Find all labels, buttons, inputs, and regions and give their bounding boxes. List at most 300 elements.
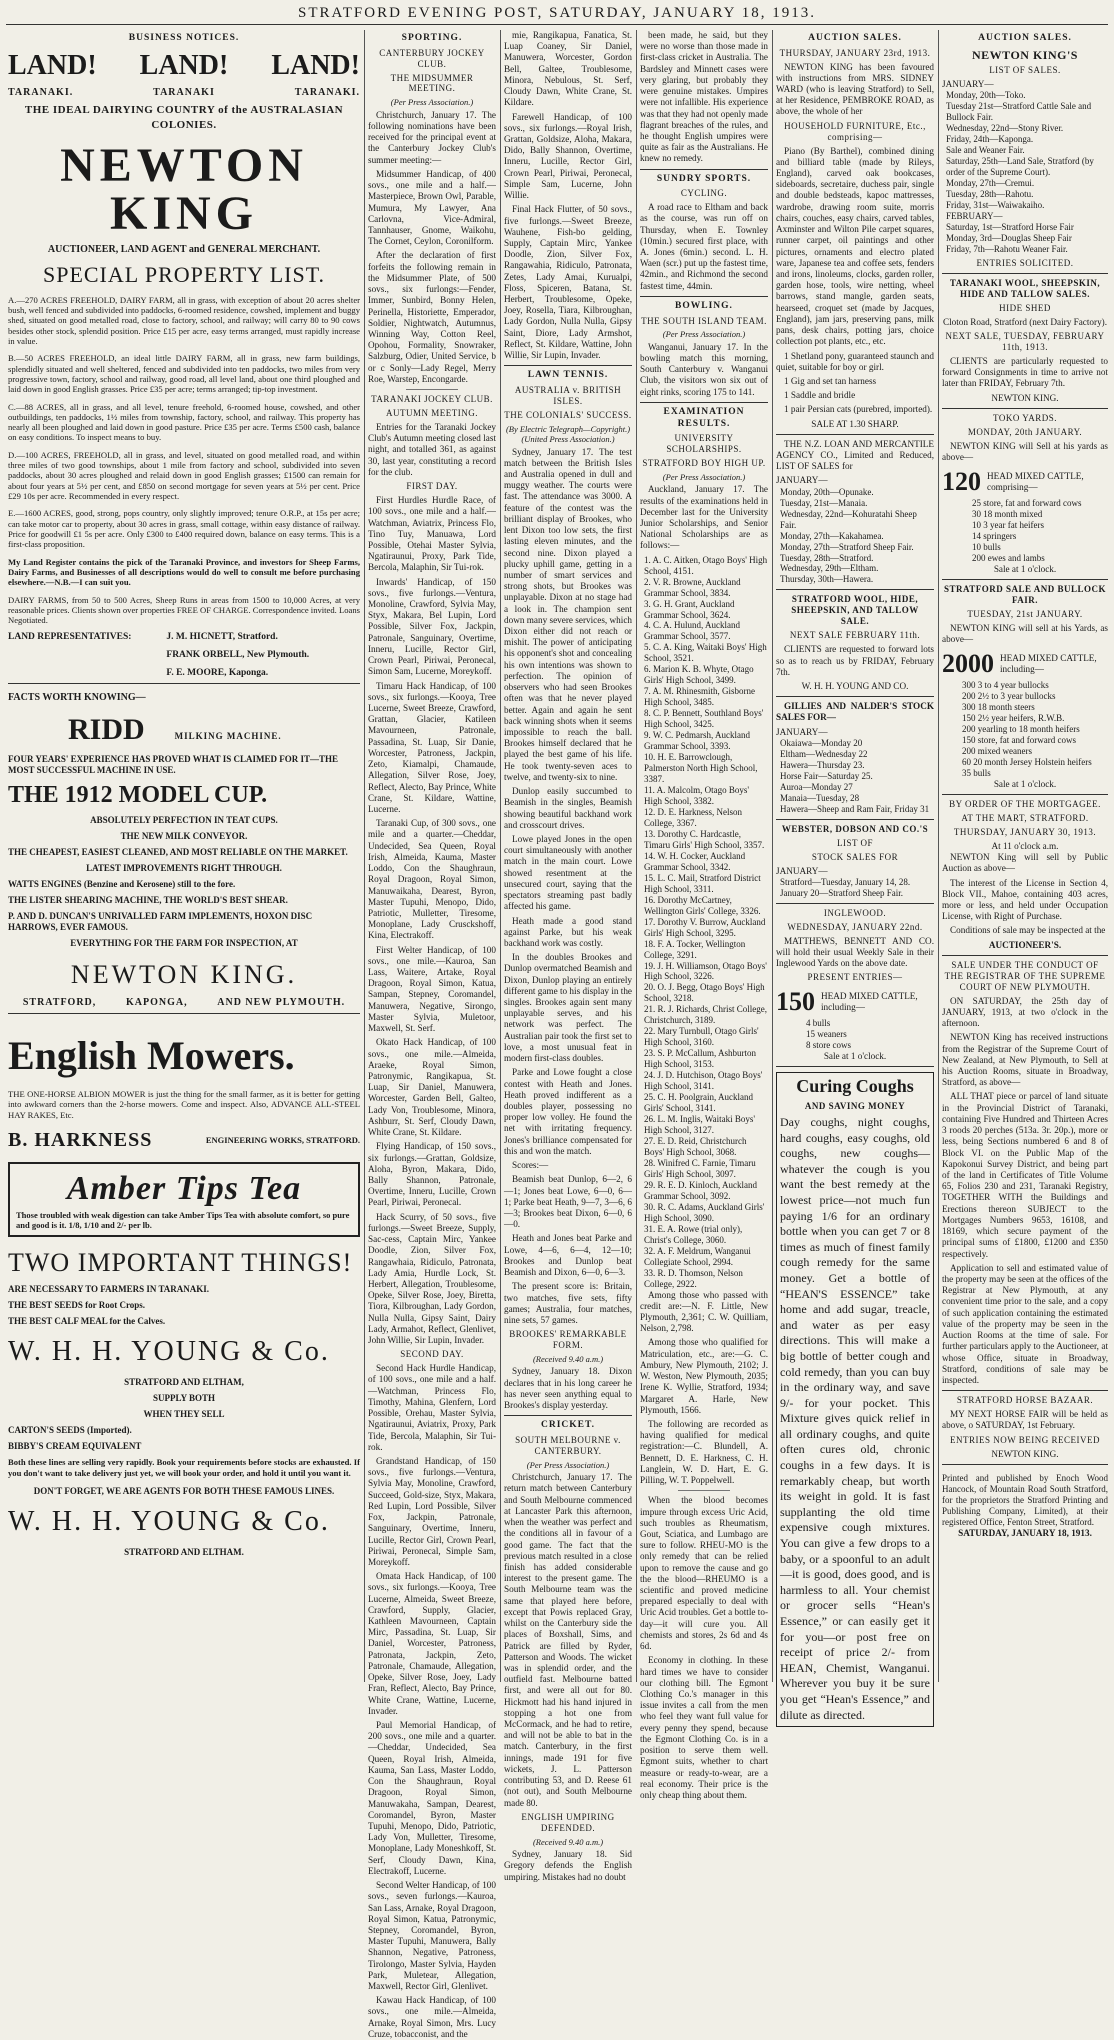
- signature: W. H. H. YOUNG AND CO.: [801, 680, 909, 691]
- article-text: The present score is: Britain, two matches, five sets, fifty games; Australia, four matches, nine sets, 57 games.: [504, 1281, 632, 1325]
- sale-text: MATTHEWS, BENNETT AND CO. will hold their usual Weekly Sale in their Inglewood Yards on the above date.: [776, 935, 934, 969]
- section-heading: SUNDRY SPORTS.: [656, 173, 752, 184]
- cough-text: Day coughs, night coughs, hard coughs, easy coughs, old coughs, new coughs—whatever the cough is you want the best remedy at the lowest price—not much fun paying 1/6 for an ordinary bottle when you can get 7 or 8 times as much of finest family cough remedy for the same money. Get a bottle of “HEAN'S ESSENCE” take home and add sugar, treacle, and water as per easy directions. This will make a big bottle of better cough and cold remedy, than you can buy in the ordinary way, and save 9/- for your pocket. This Mixture gives quick relief in all ordinary coughs, and quite often cures old, chronic coughs in a few days. It is remarkably cheap, but worth its weight in gold. It is fast supplanting the old time expensive cough mixtures. You can give a few drops to a baby, or a spoonful to an adult—it is good, does good, and is harmless to all. Your chemist or grocer sells “Hean's Essence,” or can easily get it for you—or post free on receipt of price 2/- from HEAN, Chemist, Wanganui. Wherever you buy it be sure you get “Hean's Essence,” and dilute as directed.: [780, 1115, 930, 1722]
- sale-heading: TARANAKI WOOL, SHEEPSKIN, HIDE AND TALLOW SALES.: [949, 277, 1101, 299]
- article-text: Among those who qualified for Matriculation, etc., are:—G. C. Ambury, New Plymouth, 2102; J. W. Weston, New Plymouth, 2035; Irene K. Wyllie, Stratford, 1934; Margaret A. Harle, New Plymouth, 1566.: [640, 1337, 768, 1415]
- section-heading: EXAMINATION RESULTS.: [663, 406, 745, 429]
- auctioneer-line: AUCTIONEER, LAND AGENT and GENERAL MERCHANT.: [47, 243, 321, 255]
- cough-subtitle: AND SAVING MONEY: [804, 1101, 906, 1112]
- article-text: Sydney, January 18. Dixon declares that in his long career he has never seen anything equal to Brookes's display yesterday.: [504, 1366, 632, 1411]
- gillies-heading: GILLIES AND NALDER'S STOCK SALES FOR—: [776, 701, 934, 723]
- list-item: Monday, 3rd—Douglas Sheep Fair: [946, 232, 1072, 243]
- list-item: 1. A. C. Aitken, Otago Boys' High School, 4151.: [644, 554, 768, 576]
- sale-text: 1 Gig and set tan harness: [784, 375, 877, 386]
- section-heading: AUCTION SALES.: [978, 33, 1072, 43]
- sale-text: Piano (By Barthel), combined dining and billiard table (made by Rileys, England), carved oak bookcases, sideboards, secretaire, duchess pair, single and double bedsteads, kapoc mattresses, wardrobe, drawing room suite, morris chairs, couches, easy chairs, carved tables, Axminster and Wilton Pile carpet squares, runner carpet, oil paintings and other pictures, ornaments and electro plated ware, Japanese tea and coffee sets, fenders and irons, linoleums, clocks, garden roller, garden hose, tools, wire netting, wheel barrows, stand mangle, garden seats, hearseed, croquet set (made by Jacques, England), jam jars, preserving pans, milk pans, desk chairs, potting jars, choice collection pot plants, etc., etc.: [776, 145, 934, 347]
- list-item: Thursday, 30th—Hawera.: [780, 574, 874, 585]
- rep-name: FRANK ORBELL, New Plymouth.: [166, 650, 310, 661]
- sale-heading: SALE UNDER THE CONDUCT OF THE REGISTRAR OF THE SUPREME COURT OF NEW PLYMOUTH.: [944, 959, 1106, 992]
- list-item: 28. Winifred C. Farnie, Timaru Girls' High School, 3097.: [644, 1157, 756, 1179]
- list-item: 4. C. A. Hulund, Auckland Grammar School, 3577.: [644, 620, 740, 642]
- press-credit: (By Electric Telegraph—Copyright.) (United Press Association.): [505, 423, 631, 445]
- list-item: 13. Dorothy C. Hardcastle, Timaru Girls' High School, 3357.: [644, 828, 765, 850]
- divider: [776, 696, 934, 697]
- article-text: mie, Rangikapua, Fanatica, St. Luap Coaney, Sir Daniel, Manuwera, Worcester, Gordon Bell, Galtee, Troublesome, Minora, Nebulous, St. Serf, Cloudy Dawn, White Crane, St. Kildare.: [504, 30, 632, 108]
- sale-text: The interest of the License in Section 4, Block VII., Mahoe, containing 403 acres, more or less, and held under Occupation License, with Right of Purchase.: [942, 877, 1108, 922]
- special-property-list: SPECIAL PROPERTY LIST.: [42, 261, 326, 287]
- article-text: Scores:—: [512, 1160, 549, 1171]
- nk-sales-list: [942, 90, 1108, 255]
- sale-text: 1 Shetland pony, guaranteed staunch and quiet, suitable for boy or girl.: [776, 350, 934, 372]
- article-heading: AUSTRALIA v. BRITISH ISLES.: [514, 384, 622, 406]
- column-rule: [938, 30, 939, 1682]
- article-text: Entries for the Taranaki Jockey Club's Autumn meeting closed last night, and totalled 361, as against 30, last year, constituting a record for the club.: [368, 422, 496, 477]
- mowers-text: THE ONE-HORSE ALBION MOWER is just the thing for the small farmer, as it is better for getting into awkward corners than the 2-horse mowers. Come and inspect. Also, ADVANCE ALL-STEEL HAY RAKES, Etc.: [8, 1088, 360, 1120]
- month-label: JANUARY—: [942, 79, 994, 90]
- auction-sales-column-2: [942, 30, 1108, 1682]
- article-text: Paul Memorial Handicap, of 200 sovs., one mile and a quarter.—Cheddar, Undecided, Sea Queen, Royal Irish, Almeida, Kauma, San Lass, Master Loddo, Con the Shaughraun, Royal Dragoon, Royal Simon, Manuwakaha, Sampan, Dearest, Coromandel, Byron, Master Tupuhi, Menopo, Dido, Patriotic, Lady Von, Mulletter, Tiresome, Monoplane, Lady Moneshkoff, St. Serf, Cloudy Dawn, Kina, Electrakoff, Lucerne.: [368, 1720, 496, 1876]
- received-line: (Received 9.40 a.m.): [532, 1836, 604, 1847]
- column-rule: [772, 30, 773, 1682]
- young-co-2: W. H. H. YOUNG & Co.: [8, 1506, 330, 1538]
- article-text: Final Hack Flutter, of 50 sovs., five furlongs.—Sweet Breeze, Wauhene, Fish-bo gelding, Supply, Captain Mirc, Yankee Doodle, Zion, Silver Fox, Rangawahia, Ridiculo, Patronata, Zetes, Lady Amai, Kurualpi, Floss, Spiceren, Batana, St. Herbert, Troublesome, Opeke, Joey, Rosella, Tiara, Kilbroughan, Lady Gordon, Nulla Nulla, Gipsy Saint, Diore, Lady Armshot, Reflect, St. Kildare, Wattine, John Willie, Sir Lupin, Invader.: [504, 204, 632, 361]
- list-item: 11. A. Malcolm, Otago Boys' High School, 3382.: [644, 785, 750, 806]
- list-item: 30 18 month mixed: [972, 508, 1043, 519]
- list-item: 21. R. J. Richards, Christ College, Christchurch, 3189.: [644, 1004, 767, 1026]
- cattle-list: [776, 1018, 934, 1051]
- article-subheading: THE MIDSUMMER MEETING.: [390, 72, 474, 94]
- section-heading: CRICKET.: [540, 1420, 595, 1431]
- nz-sales-list: [776, 487, 934, 586]
- reps-label: LAND REPRESENTATIVES:: [8, 632, 132, 643]
- sale-heading: WEBSTER, DOBSON AND CO.'S: [781, 823, 929, 834]
- sale-date: WEDNESDAY, JANUARY 22nd.: [787, 921, 923, 932]
- divider: [942, 579, 1108, 580]
- divider: [504, 1415, 632, 1416]
- received-line: (Received 9.40 a.m.): [532, 1354, 604, 1365]
- sale-text: NEWTON King has received instructions from the Registrar of the Supreme Court of New Zealand, at New Plymouth, to Sell at his Auction Rooms, situate in Broadway, Stratford, as above—: [942, 1032, 1108, 1088]
- article-text: In the doubles Brookes and Dunlop overmatched Beamish and Dixon, Dunlop playing an entirely different game to his display in the singles. Brookes again sent many unplayable serves, and his network was perfect. The Australian pair took the first set to love, a most unusual feat in modern first-class doubles.: [504, 952, 632, 1064]
- sale-text: Conditions of sale may be inspected at the: [950, 925, 1106, 936]
- article-text: Beamish beat Dunlop, 6—2, 6—1; Jones beat Lowe, 6—0, 6—1; Parke beat Heath, 9—7, 3—6, 6—3; Brookes beat Dixon, 6—0, 6—0.: [504, 1174, 632, 1230]
- article-text: First Welter Handicap, of 100 sovs., one mile.—Kauroa, San Lass, Waitere, Artake, Royal Dragoon, Royal Simon, Katua, Sampan, Stepney, Coromandel, Manuwera, Negative, Sirongo, Master Sylvia, Muletoor, Maxwell, St. Serf.: [368, 944, 496, 1034]
- entries-line: ENTRIES SOLICITED.: [976, 257, 1074, 268]
- taranaki-word: TARANAKI: [153, 86, 215, 98]
- press-credit: (Per Press Association.): [662, 471, 746, 482]
- newton-king-name: NEWTON KING.: [70, 959, 298, 989]
- rep-name: F. E. MOORE, Kaponga.: [166, 667, 269, 678]
- column-rule: [500, 30, 501, 1682]
- press-credit: (Per Press Association.): [662, 329, 746, 340]
- article-text: Inwards' Handicap, of 150 sovs., five furlongs.—Ventura, Monoline, Crawford, Sylvia May, Styx, Makara, Bel Lupin, Lord Possible, Silver Fox, Jackpin, Patronale, Sanguinary, Overtime, Inneru, Lucille, Rector Girl, Crown Pearl, Piriwai, Peronecal, Simon Sam, Lucerne, Moreykoff.: [368, 576, 496, 677]
- list-item: 200 yearling to 18 month heifers: [962, 723, 1080, 734]
- entries-line: ENTRIES NOW BEING RECEIVED: [949, 1434, 1101, 1445]
- list-item: 30. R. C. Adams, Auckland Girls' High School, 3090.: [644, 1201, 765, 1223]
- list-item: 10. H. E. Barrowclough, Palmerston North High School, 3387.: [644, 752, 758, 785]
- sale-heading: NEWTON KING'S: [972, 47, 1078, 62]
- list-item: 32. A. F. Meldrum, Wanganui Collegiate School, 2994.: [644, 1245, 751, 1267]
- land-headline: [8, 49, 360, 83]
- article-text: Heath and Jones beat Parke and Lowe, 4—6, 6—4, 12—10; Brookes and Dunlop beat Beamish and Dixon, 6—0, 6—3.: [504, 1233, 632, 1278]
- watts-line: WATTS ENGINES (Benzine and Kerosene) still to the fore.: [8, 879, 236, 890]
- list-item: 14 springers: [972, 530, 1017, 541]
- list-item: 8. C. P. Bennett, Southland Boys' High School, 3425.: [644, 708, 764, 730]
- list-item: Stratford—Tuesday, January 14, 28.: [780, 876, 911, 887]
- young-sub: STRATFORD AND ELTHAM,: [124, 1377, 244, 1388]
- article-text: Taranaki Cup, of 300 sovs., one mile and a quarter.—Cheddar, Undecided, Sea Queen, Royal Irish, Almeida, Kauma, Master Loddo, Con the Shaughraun, Royal Dragoon, Royal Simon, Manuwaikaha, Dearest, Byron, Master Tupuhi, Menopo, Dido, Patriotic, Mulletter, Tiresome, Monoplane, Lady Crusckshoff, Kina, Electrakoff.: [368, 818, 496, 941]
- sale-text: NEWTON KING will Sell at his yards as above—: [942, 440, 1108, 462]
- list-item: 24. J. D. Hutchison, Otago Boys' High School, 3141.: [644, 1070, 763, 1092]
- press-credit: (Per Press Association.): [526, 1459, 610, 1470]
- article-heading: BROOKES' REMARKABLE FORM.: [509, 1329, 627, 1351]
- sale-date: THURSDAY, JANUARY 30, 1913.: [953, 826, 1097, 837]
- divider: [776, 589, 934, 590]
- two-sub: ARE NECESSARY TO FARMERS IN TARANAKI.: [8, 1284, 210, 1295]
- article-text: Heath made a good stand against Parke, but his weak backhand work was costly.: [504, 915, 632, 948]
- ridd-sub: MILKING MACHINE.: [174, 731, 282, 742]
- divider: [406, 389, 457, 390]
- article-text: Christchurch, January 17. The return match between Canterbury and South Melbourne commenced at Lancaster Park this afternoon, when the weather was perfect and the conditions all in favour of a good game. The fact that the previous match resulted in a close finish has added considerable interest to the present game. The South Melbourne team was the same that played here before, except that Powis replaced Gray, whilst on the Canterbury side the places of Boxshall, Sims, and Patrick are filled by Ryder, Patterson and Woods. The wicket was in splendid order, and the outfield fast. Melbourne batted first, and were all out for 80. Hickmott had his hand injured in stopping a hot one from McCormack, and he had to retire, and will not be able to bat in the match. Canterbury, in the first innings, made 191 for five wickets, J. L. Patterson contributing 53, and D. Reese 61 (not out), and South Melbourne made 80.: [504, 1472, 632, 1808]
- model-cup: THE 1912 MODEL CUP.: [8, 781, 268, 808]
- article-text: Auckland, January 17. The results of the examinations held in December last for the University Junior Scholarships, and Senior National Scholarships are as follows:—: [640, 484, 768, 551]
- list-item: 15. L. C. Mail, Stratford District High School, 3311.: [644, 872, 761, 894]
- ridd-word: RIDD: [68, 713, 145, 747]
- rheumo-ad: When the blood becomes impure through excess Uric Acid, such troubles as Rheumatism, Gout, Sciatica, and Lumbago are sure to follow. RHEU-MO is the only remedy that can be relied upon to remove the cause and go the the blood—RHEUMO is a scientific and proved medicine prepared especially to deal with Uric Acid troubles. Get a bottle to-day—it will cure you. All chemists and stores, 2s 6d and 4s 6d.: [640, 1495, 768, 1652]
- list-item: 150 2½ year heifers, R.W.B.: [962, 712, 1065, 723]
- harkness-line: [8, 1128, 360, 1152]
- ideal-dairying: THE IDEAL DAIRYING COUNTRY of the AUSTRALASIAN COLONIES.: [24, 103, 344, 132]
- article-text: Wanganui, January 17. In the bowling match this morning, South Canterbury v. Wanganui Club, the visitors won six out of eight rinks, scoring 175 to 141.: [640, 341, 768, 397]
- sale-date: TUESDAY, 21st JANUARY.: [967, 608, 1083, 619]
- month-label: JANUARY—: [776, 726, 828, 737]
- list-item: 200 2½ to 3 year bullocks: [962, 690, 1056, 701]
- list-item: 20. O. J. Begg, Otago Boys' High School, 3218.: [644, 982, 765, 1004]
- young-sub-2: STRATFORD AND ELTHAM.: [124, 1547, 244, 1558]
- sale-heading: BY ORDER OF THE MORTGAGEE.: [949, 798, 1101, 809]
- rep-name: J. M. HICNETT, Stratford.: [166, 632, 278, 643]
- clothing-ad: Economy in clothing. In these hard times we have to consider our clothing bill. The Egmont Clothing Co.'s manager in this issue invites a call from the men who feel they want full value for every penny they spend, because the Egmont Clothing Co. is in a position to serve them well. Egmont suits, whether to chart measure or ready-to-wear, are a real economy. Their price is the only cheap thing about them.: [640, 1655, 768, 1800]
- sporting-column: [368, 30, 496, 2039]
- sale-text: NEWTON KING has been favoured with instructions from MRS. SIDNEY WARD (who is leaving Stratford) to Sell, at her Residence, PEMBROKE ROAD, as above, the whole of her: [776, 61, 934, 117]
- list-item: Hawera—Thursday 23.: [780, 759, 865, 770]
- list-item: 5. C. A. King, Waitaki Boys' High School, 3521.: [644, 642, 767, 664]
- lister-line: THE LISTER SHEARING MACHINE, THE WORLD'S BEST SHEAR.: [8, 895, 288, 906]
- dont-line: DON'T FORGET, WE ARE AGENTS FOR BOTH THESE FAMOUS LINES.: [33, 1486, 335, 1497]
- sale-heading: STRATFORD SALE AND BULLOCK FAIR.: [943, 583, 1107, 605]
- article-heading: TARANAKI JOCKEY CLUB.: [371, 394, 493, 405]
- article-subheading: STRATFORD BOY HIGH UP.: [642, 458, 766, 469]
- imprint: Printed and published by Enoch Wood Hancock, of Mountain Road South Stratford, for the proprietors the Stratford Printing and Publishing Company, Limited), at their registered Office, Fenton Street, Stratford.: [942, 1472, 1108, 1527]
- both-text: Both these lines are selling very rapidly. Book your requirements before stocks are exhausted. If you don't want to take delivery just yet, we will book your order, and hold it until you want it.: [8, 1457, 360, 1478]
- sale-text: ALL THAT piece or parcel of land situate in the Provincial District of Taranaki, containing Five Hundred and Thirteen Acres 3 roods 20 perches (513a. 3r. 20p.), more or less, being Sections numbered 6 and 8 of Block VI. on the Public Map of the Kapokonui Survey District, and being part of the land in Certificates of Title Volume 65, Folios 230 and 231, Taranaki Registry, TOGETHER WITH the Buildings and Erections thereon SUBJECT to the Mortgages Numbers 9653, 16108, and 18169, which secure payment of the principal sums of £1800, £1200 and £350 respectively.: [942, 1091, 1108, 1259]
- everything-line: EVERYTHING FOR THE FARM FOR INSPECTION, AT: [70, 937, 298, 948]
- list-item: Wednesday, 22nd—Stony River.: [946, 123, 1064, 134]
- divider: [8, 1013, 360, 1014]
- ridd-line: FOUR YEARS' EXPERIENCE HAS PROVED WHAT IS CLAIMED FOR IT—THE MOST SUCCESSFUL MACHINE IN USE.: [8, 753, 338, 775]
- divider: [776, 1066, 934, 1067]
- list-item: Tuesday 21st—Stratford Cattle Sale and Bullock Fair.: [946, 101, 1092, 123]
- young-co: W. H. H. YOUNG & Co.: [8, 1336, 330, 1368]
- model-line: THE NEW MILK CONVEYOR.: [120, 831, 248, 842]
- news-column: [640, 30, 768, 1800]
- business-notices-column: [8, 30, 360, 1682]
- facts-heading: FACTS WORTH KNOWING—: [8, 692, 146, 704]
- list-item: Saturday, 1st—Stratford Horse Fair: [946, 222, 1074, 233]
- land-word: LAND!: [271, 49, 360, 81]
- sale-date: THURSDAY, JANUARY 23rd, 1913.: [779, 47, 931, 58]
- sporting-column-2: [504, 30, 632, 1882]
- town: STRATFORD,: [22, 996, 97, 1008]
- signature: NEWTON KING.: [991, 1448, 1059, 1459]
- sale-text: ON SATURDAY, the 25th day of JANUARY, 1913, at two o'clock in the afternoon.: [942, 995, 1108, 1029]
- section-heading: LAWN TENNIS.: [527, 370, 609, 381]
- sale-heading: HOUSEHOLD FURNITURE, Etc., comprising—: [784, 120, 926, 142]
- sale-heading: TOKO YARDS.: [992, 412, 1057, 423]
- article-text: After the declaration of first forfeits the following remain in the Midsummer Plate, of 500 sovs., six furlongs:—Fender, Immer, Sunbird, Bonny Helen, Perinella, Historiette, Emperador, Soldier, Nightwatch, Autumnus, Winning Way, Cotton Reel, Opohou, Formality, Snowraker, Salzburg, Odier, United Service, b or c Sonly—Lady Regel, Merry Roe, Warstep, Encongarde.: [368, 250, 496, 384]
- list-item: 300 3 to 4 year bullocks: [962, 680, 1049, 691]
- list-item: 15 weaners: [806, 1028, 847, 1039]
- land-representatives: [8, 632, 360, 679]
- sale-text: 1 Saddle and bridle: [784, 390, 856, 401]
- sale-subheading: LIST OF: [836, 837, 874, 848]
- article-text: Parke and Lowe fought a close contest with Heath and Jones. Heath proved indifferent as a doubles player, possessing no proper low volley. He found the net with irritating frequency. Jones's brilliance compensated for this and won the match.: [504, 1067, 632, 1156]
- ridd-heading: [68, 712, 360, 749]
- divider: [776, 903, 934, 904]
- nz-loan-heading: THE N.Z. LOAN AND MERCANTILE AGENCY CO., Limited and Reduced, LIST OF SALES for: [776, 438, 934, 472]
- seeds-line: THE BEST CALF MEAL for the Calves.: [8, 1316, 166, 1327]
- list-item: FEBRUARY—: [946, 211, 1003, 222]
- cattle-list: [942, 498, 1108, 564]
- article-text: Second Welter Handicap, of 100 sovs., seven furlongs.—Kauroa, San Lass, Arnake, Royal Dragoon, Royal Simon, Katua, Patronymic, Stepney, Coromandel, Byron, Master Tupuhi, Manuwera, Bally Shannon, Negative, Patroness, Tirolongo, Master Sylvia, Hayden Park, Muletear, Allegation, Maxwell, Rector Girl, Glenlivet.: [368, 1880, 496, 1992]
- list-item: 16. Dorothy McCartney, Wellington Girls' College, 3326.: [644, 894, 761, 916]
- list-item: Monday, 27th—Kakahamea.: [780, 530, 884, 541]
- column-rule: [364, 30, 365, 1682]
- property-item: D.—100 ACRES, FREEHOLD, all in grass, and level, situated on good metalled road, and within three miles of two good townships, about 1 mile from factory and school, subdivided into seven paddocks, about 30 acres ploughed and relaid down in good English grasses; £1500 can remain for about four years at 5½ per cent, and £850 on second mortgage for seven years at 5½ per cent. Price £29 10s per acre. Recommended in every respect.: [8, 449, 360, 502]
- article-subheading: AUTUMN MEETING.: [386, 408, 478, 419]
- cattle-list: [942, 680, 1108, 779]
- gillies-list: [776, 738, 934, 815]
- article-heading: CYCLING.: [680, 188, 728, 199]
- list-item: Tuesday, 28th—Rahotu.: [946, 189, 1034, 200]
- divider: [942, 1390, 1108, 1391]
- imprint-date: SATURDAY, JANUARY 18, 1913.: [958, 1527, 1092, 1538]
- list-item: 25 store, fat and forward cows: [972, 497, 1082, 508]
- list-item: 29. R. E. D. Kinloch, Auckland Grammar School, 3092.: [644, 1179, 757, 1201]
- seeds-line: THE BEST SEEDS for Root Crops.: [8, 1300, 146, 1311]
- list-item: Monday, 27th—Cremui.: [946, 178, 1035, 189]
- head-count: 150: [776, 987, 815, 1017]
- divider: [640, 169, 768, 170]
- list-item: 4 bulls: [806, 1017, 831, 1028]
- article-text: Sydney, January 18. Sid Gregory defends the English umpiring. Mistakes had no doubt: [504, 1849, 632, 1882]
- list-item: 60 20 month Jersey Holstein heifers: [962, 756, 1092, 767]
- head-description: HEAD MIXED CATTLE, including—: [821, 990, 918, 1013]
- sale-text: Application to sell and estimated value of the property may be seen at the offices of the Registrar at New Plymouth, at any convenient time prior to the sale, and a copy of such application containing the estimated value of the property may be seen in the Auction Rooms at the time of sale. For further particulars apply to the Auctioneer, at whose Office, situate in Broadway, Stratford, conditions of sale may be inspected.: [942, 1262, 1108, 1385]
- sale-date: MONDAY, 20th JANUARY.: [967, 426, 1083, 437]
- cartons-line: CARTON'S SEEDS (Imported).: [8, 1425, 132, 1436]
- harkness-sub: ENGINEERING WORKS, STRATFORD.: [205, 1135, 360, 1146]
- list-item: 7. A. M. Rhinesmith, Gisborne High School, 3485.: [644, 686, 756, 708]
- property-item: B.—50 ACRES FREEHOLD, an ideal little DAIRY FARM, all in grass, new farm buildings, splendidly situated and well sheltered, fenced and subdivided into ten paddocks, two miles from very progressive town, factory, school and railway, good road, all level land, about one third ploughed and laid down in good English grasses. Price £35 per acre; terms arranged; tip-top investment.: [8, 353, 360, 395]
- cough-ad: [776, 1072, 934, 1727]
- sale-text: CLIENTS are particularly requested to forward Consignments in time to arrive not later than FRIDAY, February 7th.: [942, 355, 1108, 389]
- article-text: Sydney, January 17. The test match between the British Isles and Australia opened in dull and muggy weather. The courts were fast. The attendance was 3000. A feature of the contest was the brilliant display of Brookes, who lent Dixon too low sets, the first lasting eleven minutes, and the second nine. Dixon played a plucky uphill game, getting in a number of smart services and strong shots, but Brookes was unplayable. Dixon at no stage had a look in. The champion sent down many severe services, which Dixon either did not reach or mishit. The power of anticipating his opponent's shot and concealing his own intentions was shown to perfection. The opinion of observers who had seen Brookes often was that he never played better. Again and again he sent back winning shots when it seems impossible to reach the ball. Brookes himself declared that he played the best game of his life. He took twenty-seven aces to twelve, and twenty-six to nine.: [504, 446, 632, 782]
- article-text: The following are recorded as having qualified for medical registration:—C. Blundell, A. Bennett, D. E. Harkness, C. H. Langlein, W. D. Hart, E. G. Pilling, W. T. Poppelwell.: [640, 1418, 768, 1486]
- article-heading: CANTERBURY JOCKEY CLUB.: [379, 47, 485, 69]
- sale-text: NEWTON KING will sell at his Yards, as above—: [942, 622, 1108, 645]
- sale-subheading: PRESENT ENTRIES—: [807, 972, 903, 983]
- property-item: C.—88 ACRES, all in grass, and all level, tenure freehold, 6-roomed house, cowshed, and other outbuildings, ten paddocks, 1½ miles from township, factory, school, and railway. This property has nearly all been ploughed and laid down in good pasture. Price £35 per acre. Terms £500 cash, balance on easy conditions. To inspect means to buy.: [8, 401, 360, 443]
- sale-subheading: STOCK SALES FOR: [811, 851, 899, 862]
- head-count: 2000: [942, 649, 994, 679]
- list-item: Friday, 24th—Kaponga.: [946, 134, 1034, 145]
- month-label: JANUARY—: [776, 475, 828, 486]
- divider: [8, 683, 360, 684]
- land-register: My Land Register contains the pick of the Taranaki Province, and investors for Sheep Farms, Dairy Farms, and Businesses of all descriptions would do well to consult me before purchasing elsewhere.—N.B.—I can suit you.: [8, 556, 360, 588]
- divider: [504, 365, 632, 366]
- article-subheading: THE COLONIALS' SUCCESS.: [504, 409, 632, 420]
- next-sale: NEXT SALE, TUESDAY, FEBRUARY 11th, 1913.: [945, 331, 1105, 352]
- article-text: Among those who passed with credit are:—N. F. Little, New Plymouth, 2,361; C. W. Quilliam, Nelson, 2,798.: [640, 1289, 768, 1334]
- article-heading: UNIVERSITY SCHOLARSHIPS.: [666, 433, 742, 455]
- section-heading: AUCTION SALES.: [808, 33, 902, 43]
- article-text: Omata Hack Handicap, of 100 sovs., six furlongs.—Kooya, Tree Lucerne, Almeida, Sweet Breeze, Crawford, Supply, Glacier, Kathleen Mavourneen, Captain Mirc, Passadina, St. Luap, Sir Daniel, Worcester, Patroness, Patronata, Jackpin, Zeto, Patronale, Chamaude, Allegation, Opeke, Silver Rose, Joey, Lady Fran, Reflect, Alecto, Bay Prince, White Crane, Wattine, Lucerne, Invader.: [368, 1571, 496, 1716]
- list-item: January 20—Stratford Sheep Fair.: [780, 887, 903, 898]
- list-item: 17. Dorothy V. Burrow, Auckland Girls' High School, 3295.: [644, 916, 766, 938]
- list-item: Monday, 20th—Opunake.: [780, 486, 874, 497]
- list-item: 2. V. R. Browne, Auckland Grammar School, 3834.: [644, 576, 741, 598]
- sale-time: At 11 o'clock a.m.: [991, 840, 1059, 851]
- list-item: Hawera—Sheep and Ram Fair, Friday 31: [780, 803, 930, 814]
- article-text: Grandstand Handicap, of 150 sovs., five furlongs.—Ventura, Sylvia May, Monoline, Crawford, Succeed, Gold-size, Styx, Makara, Red Lupin, Lord Possible, Silver Fox, Jackpin, Patronale, Sanguinary, Overtime, Inneru, Lucille, Rector Girl, Crown Pearl, Piriwai, Peronecal, Simple Sam, Moreykoff.: [368, 1455, 496, 1567]
- list-item: Monday, 20th—Toko.: [946, 90, 1026, 101]
- when-line: WHEN THEY SELL: [143, 1409, 225, 1420]
- list-item: 150 store, fat and forward cows: [962, 734, 1076, 745]
- cough-title: Curing Coughs: [796, 1076, 914, 1097]
- list-item: Wednesday, 22nd—Kohuratahi Sheep Fair.: [780, 508, 917, 530]
- list-item: 23. S. P. McCallum, Ashburton High School, 3153.: [644, 1048, 757, 1070]
- article-text: Dunlop easily succumbed to Beamish in the singles, Beamish showing beautiful backhand work and crosscourt drives.: [504, 786, 632, 830]
- list-item: Okaiawa—Monday 20: [780, 737, 863, 748]
- town: AND NEW PLYMOUTH.: [217, 996, 346, 1008]
- amber-sub: Those troubled with weak digestion can take Amber Tips Tea with absolute comfort, so pure and good is it. 1/8, 1/10 and 2/- per lb.: [16, 1209, 350, 1231]
- article-text: been made, he said, but they were no worse than those made in first-class cricket in Australia. The Bardsley and Minnett cases were very glaring, but probably they were genuine mistakes. Umpires were not infallible. His experience was that they had not openly made flagrant breaches of the rules, and he thought English umpires were quite as fair as the Australians. He knew no remedy.: [640, 30, 768, 164]
- list-item: Eltham—Wednesday 22: [780, 748, 868, 759]
- list-item: 9. W. C. Pedmarsh, Auckland Grammar School, 3393.: [644, 730, 750, 752]
- list-item: Tuesday, 21st—Manaia.: [780, 497, 868, 508]
- signature: AUCTIONEER'S.: [988, 939, 1062, 950]
- article-text: Kawau Hack Handicap, of 100 sovs., one mile.—Almeida, Arnake, Royal Simon, Mrs. Lucy Cruze, tobacconist, and the: [368, 1995, 496, 2039]
- list-item: 10 3 year fat heifers: [972, 519, 1044, 530]
- article-text: Christchurch, January 17. The following nominations have been received for the principal event at the Canterbury Jockey Club's summer meeting:—: [368, 109, 496, 165]
- divider: [640, 402, 768, 403]
- cattle-count: [942, 648, 1108, 680]
- divider: [776, 434, 934, 435]
- sale-subheading: AT THE MART, STRATFORD.: [961, 812, 1089, 823]
- harkness-name: B. HARKNESS: [8, 1129, 153, 1152]
- model-line: LATEST IMPROVEMENTS RIGHT THROUGH.: [86, 863, 282, 874]
- section-heading: SPORTING.: [401, 33, 463, 43]
- newton-king-title: NEWTON KING: [60, 138, 308, 240]
- town: KAPONGA,: [125, 996, 188, 1008]
- sale-time: SALE AT 1.30 SHARP.: [811, 418, 899, 429]
- list-item: 27. E. D. Reid, Christchurch Boys' High School, 3068.: [644, 1136, 747, 1157]
- sale-text: CLIENTS are requested to forward lots so as to reach us by FRIDAY, February 7th.: [776, 644, 934, 677]
- property-item: A.—270 ACRES FREEHOLD, DAIRY FARM, all in grass, with exception of about 20 acres shelter bush, well fenced and subdivided into paddocks, 6-roomed residence, cowshed, implement and buggy shed, situated on good metalled road, close to factory, school, and railway; will carry 80 to 90 cows besides other stock, splendid position. Price £15 per acre, easy terms arranged, must rapidly increase in value.: [8, 294, 360, 346]
- day-heading: FIRST DAY.: [406, 481, 458, 492]
- divider: [942, 273, 1108, 274]
- taranaki-word: TARANAKI.: [294, 86, 360, 98]
- model-line: THE CHEAPEST, EASIEST CLEANED, AND MOST RELIABLE ON THE MARKET.: [8, 847, 348, 858]
- duncan-line: P. AND D. DUNCAN'S UNRIVALLED FARM IMPLEMENTS, HOXON DISC HARROWS, EVER FAMOUS.: [8, 911, 313, 932]
- exam-results-list: [640, 555, 768, 1290]
- section-heading: BOWLING.: [675, 300, 733, 311]
- bibby-line: BIBBY'S CREAM EQUIVALENT: [8, 1441, 142, 1452]
- article-text: First Hurdles Hurdle Race, of 100 sovs., one mile and a half.—Watchman, Aviatrix, Princess Flo, Tino Tuy, Manuawa, Lord Possible, Otehai Master Sylvia, Ngatiraunui, Proxy, Park Tide, Bercola, Malaphin, Sir Tui-rok.: [368, 495, 496, 573]
- model-line: ABSOLUTELY PERFECTION IN TEAT CUPS.: [90, 815, 278, 826]
- day-heading: SECOND DAY.: [400, 1349, 464, 1360]
- article-text: A road race to Eltham and back as the course, was run off on Thursday, when E. Townley (10min.) secured first place, with A. Jones (6min.) second. L. H. Waen (scr.) put up the fastest time, 42min., and Richmond the second fastest time, 44min.: [640, 202, 768, 291]
- taranaki-line: [8, 87, 360, 99]
- article-heading: ENGLISH UMPIRING DEFENDED.: [521, 1811, 615, 1833]
- signature: NEWTON KING.: [991, 392, 1059, 403]
- head-description: HEAD MIXED CATTLE, comprising—: [987, 470, 1084, 493]
- amber-title: Amber Tips Tea: [66, 1170, 302, 1208]
- article-heading: THE SOUTH ISLAND TEAM.: [641, 315, 767, 326]
- column-rule: [636, 30, 637, 1682]
- press-credit: (Per Press Association.): [390, 97, 474, 108]
- list-item: 200 ewes and lambs: [972, 552, 1045, 563]
- list-item: Saturday, 25th—Land Sale, Stratford (by order of the Supreme Court).: [946, 156, 1094, 178]
- masthead: STRATFORD EVENING POST, SATURDAY, JANUARY 18, 1913.: [298, 5, 816, 21]
- property-item: E.—1600 ACRES, good, strong, pops country, only slightly improved; tenure O.R.P., at 15s per acre; can take motor car to property, about 30 acres in grass, small cottage, within easy distance of railway. Price for goodwill £1 5s per acre. Only £300 to £400 required down, balance on easy terms. This is a first-class proposition.: [8, 508, 360, 550]
- article-text: Timaru Hack Handicap, of 100 sovs., six furlongs.—Kooya, Tree Lucerne, Sweet Breeze, Crawford, Grattan, Glacier, Katileen Mavourneen, Patronale, Passadina, St. Luap, Sir Danie, Worcester, Patroness, Jackpin, Zeto, Kiamalpi, Chamaude, Allegation, Silver Rose, Joey, Reflect, Alecto, Bay Prince, White Crane, St. Kildare, Wattine, Lucerne.: [368, 680, 496, 814]
- list-item: 26. L. M. Inglis, Waitaki Boys' High School, 3127.: [644, 1114, 755, 1136]
- english-mowers: English Mowers.: [8, 1032, 295, 1078]
- sale-time: Sale at 1 o'clock.: [993, 778, 1057, 789]
- list-item: 25. C. H. Poolgrain, Auckland Girls' School, 3141.: [644, 1092, 753, 1114]
- two-things: TWO IMPORTANT THINGS!: [8, 1247, 353, 1277]
- list-item: Manaia—Tuesday, 28: [780, 792, 860, 803]
- list-item: Tuesday, 28th—Stratford.: [780, 552, 874, 563]
- sale-heading: STRATFORD WOOL, HIDE, SHEEPSKIN, AND TALLOW SALE.: [791, 594, 919, 627]
- taranaki-word: TARANAKI.: [8, 86, 74, 98]
- list-item: 33. R. D. Thomson, Nelson College, 2922.: [644, 1267, 743, 1289]
- cattle-count: [942, 466, 1108, 498]
- amber-tips-ad: [8, 1162, 360, 1236]
- list-item: Friday, 7th—Rahotu Weaner Fair.: [946, 243, 1068, 254]
- list-item: 18. F. A. Tocker, Wellington College, 3291.: [644, 938, 746, 960]
- divider: [942, 408, 1108, 409]
- list-item: 300 18 month steers: [962, 701, 1035, 712]
- article-heading: SOUTH MELBOURNE v. CANTERBURY.: [515, 1434, 621, 1456]
- list-item: 35 bulls: [962, 767, 991, 778]
- list-item: 22. Mary Turnbull, Otago Girls' High School, 3160.: [644, 1026, 759, 1048]
- list-item: Wednesday, 29th—Eltham.: [780, 563, 879, 574]
- towns-line: [8, 997, 360, 1009]
- article-text: Flying Handicap, of 150 sovs., six furlongs.—Grattan, Goldsize, Aloha, Byron, Makara, Dido, Bally Shannon, Patronale, Overtime, Inneru, Lucille, Crown Pearl, Piriwai, Peronecal.: [368, 1141, 496, 1208]
- divider: [640, 296, 768, 297]
- article-text: Lowe played Jones in the open court simultaneously with another match in the main court. Lowe showed resentment at the unsecured court, saying that the spectators streaming past badly affected his game.: [504, 833, 632, 912]
- sale-text: MY NEXT HORSE FAIR will be held as above, o SATURDAY, 1st February.: [942, 1409, 1108, 1431]
- list-item: 19. J. H. Williamson, Otago Boys' High School, 3226.: [644, 960, 767, 982]
- list-item: Auroa—Monday 27: [780, 781, 853, 792]
- sale-heading: INGLEWOOD.: [823, 907, 887, 918]
- auction-sales-column: [776, 30, 934, 1722]
- list-item: 200 mixed weaners: [962, 745, 1032, 756]
- list-item: 10 bulls: [972, 541, 1001, 552]
- sale-text: NEWTON King will sell by Public Auction as above—: [942, 852, 1108, 874]
